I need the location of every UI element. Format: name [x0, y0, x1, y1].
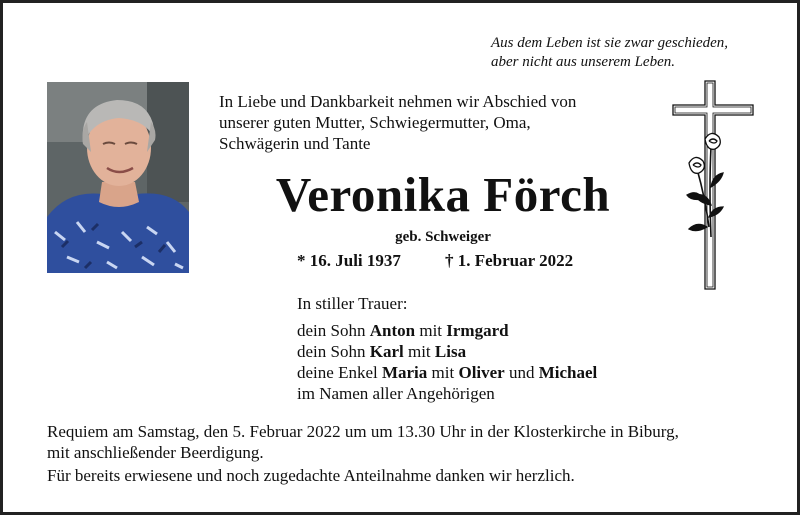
requiem-line-1: Requiem am Samstag, den 5. Februar 2022 um um 13.30 Uhr in der Klosterkirche in Biburg, — [47, 422, 679, 441]
deceased-name: Veronika Förch — [275, 167, 611, 222]
intro-line-2: unserer guten Mutter, Schwiegermutter, Oma, — [219, 113, 531, 132]
mourner-relation-text: deine Enkel — [297, 363, 382, 382]
mourners-label: In stiller Trauer: — [297, 294, 408, 313]
mourner-name: Lisa — [434, 342, 467, 361]
epigraph-quote — [491, 34, 771, 72]
mourner-relation-text: dein Sohn — [297, 321, 370, 340]
mourner-name: Irmgard — [446, 321, 509, 340]
quote-line-2: aber nicht aus unserem Leben. — [491, 54, 675, 70]
mourner-name: Anton — [369, 321, 416, 340]
mourner-relation-text: dein Sohn — [297, 342, 370, 361]
mourner-line — [297, 383, 717, 404]
mourner-name: Karl — [369, 342, 404, 361]
farewell-intro — [219, 91, 659, 154]
mourner-lines — [297, 320, 717, 404]
mourner-name: Oliver — [458, 363, 505, 382]
mourner-name: Maria — [381, 363, 428, 382]
cross-with-roses-icon — [671, 77, 757, 293]
mourner-relation-text: im Namen aller Angehörigen — [297, 384, 495, 403]
portrait-illustration — [47, 82, 189, 273]
requiem-info — [47, 421, 767, 463]
mourner-relation-text: mit — [415, 321, 447, 340]
birth-date: * 16. Juli 1937 — [297, 251, 401, 270]
requiem-line-2: mit anschließender Beerdigung. — [47, 443, 264, 462]
mourners-list — [297, 293, 717, 404]
mourner-line — [297, 320, 717, 341]
mourner-relation-text: mit — [427, 363, 459, 382]
intro-line-1: In Liebe und Dankbarkeit nehmen wir Abschied von — [219, 92, 577, 111]
mourner-name: Michael — [538, 363, 598, 382]
quote-line-1: Aus dem Leben ist sie zwar geschieden, — [491, 35, 729, 51]
death-date: † 1. Februar 2022 — [445, 251, 574, 270]
intro-line-3: Schwägerin und Tante — [219, 134, 371, 153]
maiden-name: geb. Schweiger — [395, 229, 491, 245]
thanks-note: Für bereits erwiesene und noch zugedachte Anteilnahme danken wir herzlich. — [47, 466, 575, 485]
mourner-relation-text: und — [504, 363, 539, 382]
mourner-line — [297, 341, 717, 362]
mourner-line — [297, 362, 717, 383]
mourner-relation-text: mit — [403, 342, 435, 361]
portrait-photo — [47, 82, 189, 273]
